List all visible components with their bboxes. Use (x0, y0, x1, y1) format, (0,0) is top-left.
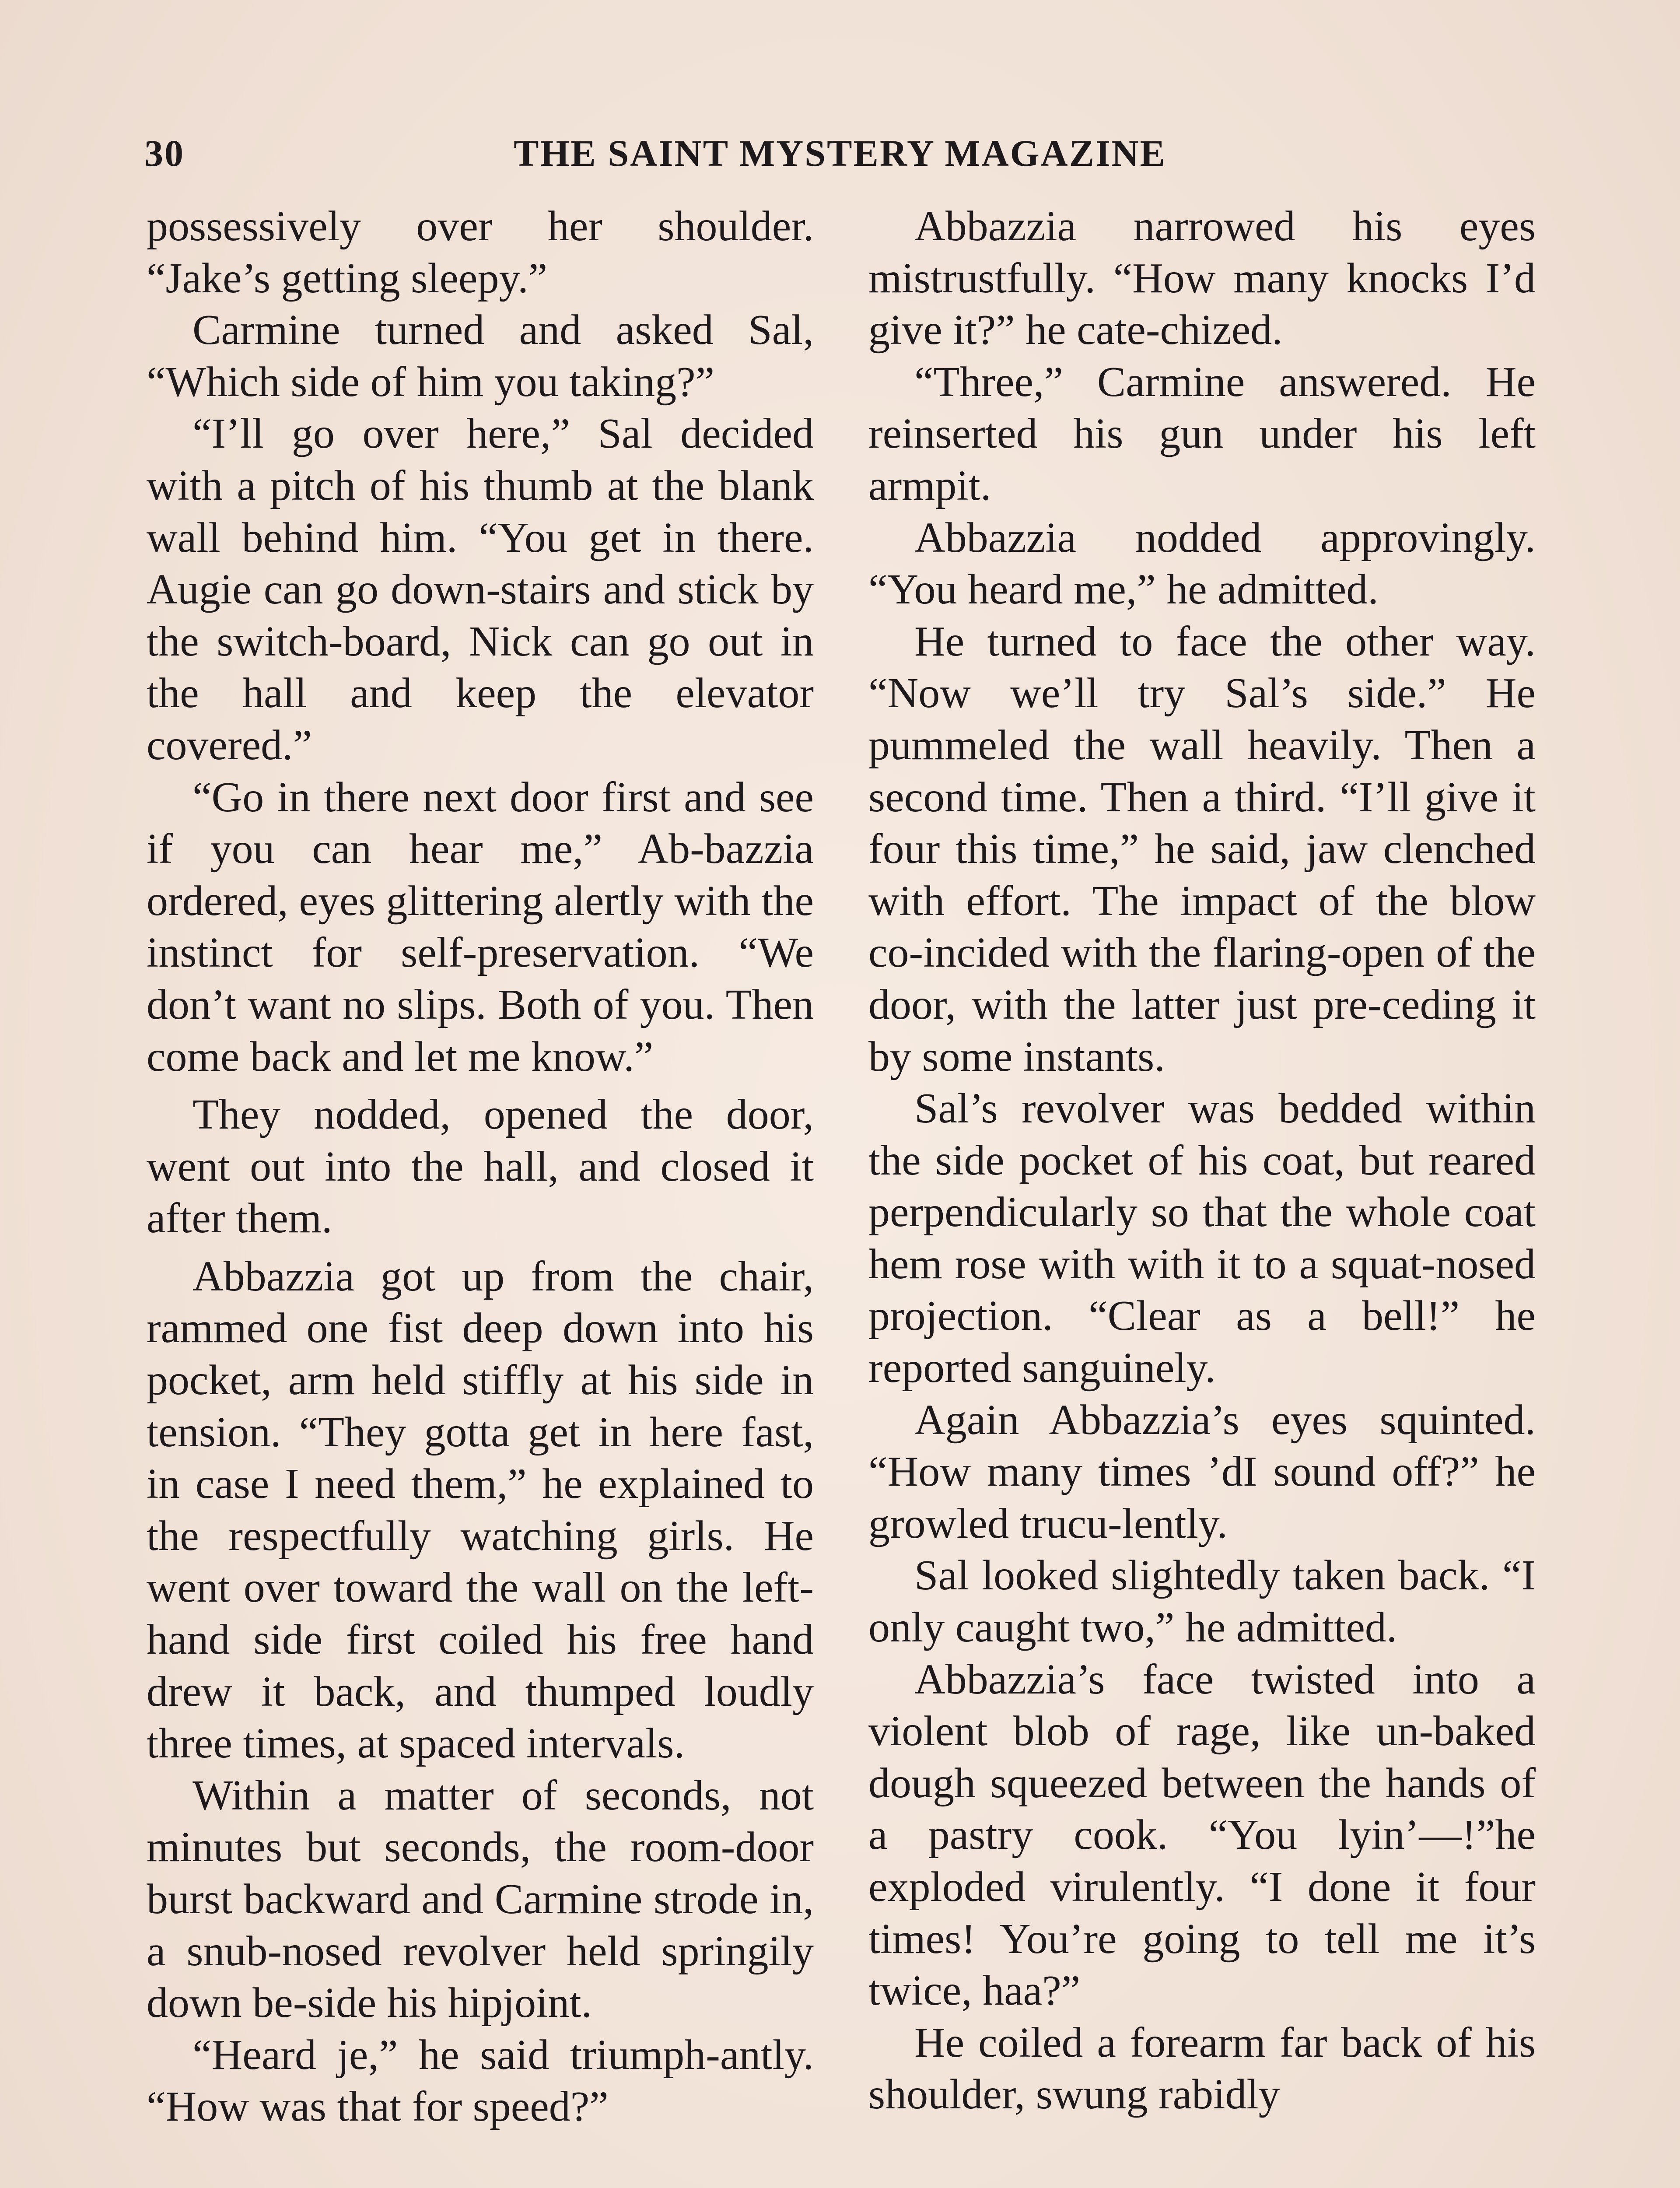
paragraph: possessively over her shoulder. “Jake’s getting sleepy.” (147, 203, 814, 302)
paragraph: He coiled a forearm far back of his shoulder, swung rabidly (868, 2019, 1536, 2118)
paragraph: “Heard je,” he said triumph-antly. “How was that for speed?” (147, 2031, 814, 2131)
running-title: THE SAINT MYSTERY MAGAZINE (514, 132, 1166, 174)
page-header (144, 131, 1536, 184)
page-number: 30 (144, 132, 185, 174)
paragraph: Sal’s revolver was bedded within the side pocket of his coat, but reared perpendicularly so that the whole coat hem rose with with it to a squat-nosed projection. “Clear as a bell!” he reported sanguinely. (868, 1085, 1536, 1392)
paragraph: Within a matter of seconds, not minutes but seconds, the room-door burst backward and Carmine strode in, a snub-nosed revolver held springily down be-side his hipjoint. (147, 1771, 814, 2027)
paragraph: “I’ll go over here,” Sal decided with a pitch of his thumb at the blank wall behind him. “You get in there. Augie can go down-stairs and stick by the switch-board, Nick can go out in the hall and keep the elevator covered.” (147, 410, 814, 769)
paragraph: They nodded, opened the door, went out into the hall, and closed it after them. (147, 1091, 814, 1242)
right-column (868, 200, 1536, 2121)
paragraph: Sal looked slightedly taken back. “I only caught two,” he admitted. (868, 1552, 1536, 1652)
paragraph: Abbazzia got up from the chair, rammed one fist deep down into his pocket, arm held stiffly at his side in tension. “They gotta get in here fast, in case I need them,” he explained to the respectfully watching girls. He went over toward the wall on the left-hand side first coiled his free hand drew it back, and thumped loudly three times, at spaced intervals. (147, 1252, 814, 1767)
paragraph: Carmine turned and asked Sal, “Which side of him you taking?” (147, 306, 814, 406)
paragraph: Abbazzia’s face twisted into a violent blob of rage, like un-baked dough squeezed between the hands of a pastry cook. “You lyin’—!”he exploded virulently. “I done it four times! You’re going to tell me it’s twice, haa?” (868, 1655, 1536, 2015)
paragraph: Again Abbazzia’s eyes squinted. “How many times ’dI sound off?” he growled trucu-lently. (868, 1396, 1536, 1547)
paragraph: Abbazzia nodded approvingly. “You heard me,” he admitted. (868, 514, 1536, 614)
paragraph: “Three,” Carmine answered. He reinserted his gun under his left armpit. (868, 358, 1536, 509)
paragraph: He turned to face the other way. “Now we’ll try Sal’s side.” He pummeled the wall heavily. Then a second time. Then a third. “I’ll give it four this time,” he said, jaw clenched with effort. The impact of the blow co-incided with the flaring-open of the door, with the latter just pre-ceding it by some instants. (868, 617, 1536, 1080)
paragraph: Abbazzia narrowed his eyes mistrustfully. “How many knocks I’d give it?” he cate-chized. (868, 203, 1536, 354)
paragraph: “Go in there next door first and see if you can hear me,” Ab-bazzia ordered, eyes glittering alertly with the instinct for self-preservation. “We don’t want no slips. Both of you. Then come back and let me know.” (147, 773, 814, 1080)
left-column (147, 200, 814, 2133)
